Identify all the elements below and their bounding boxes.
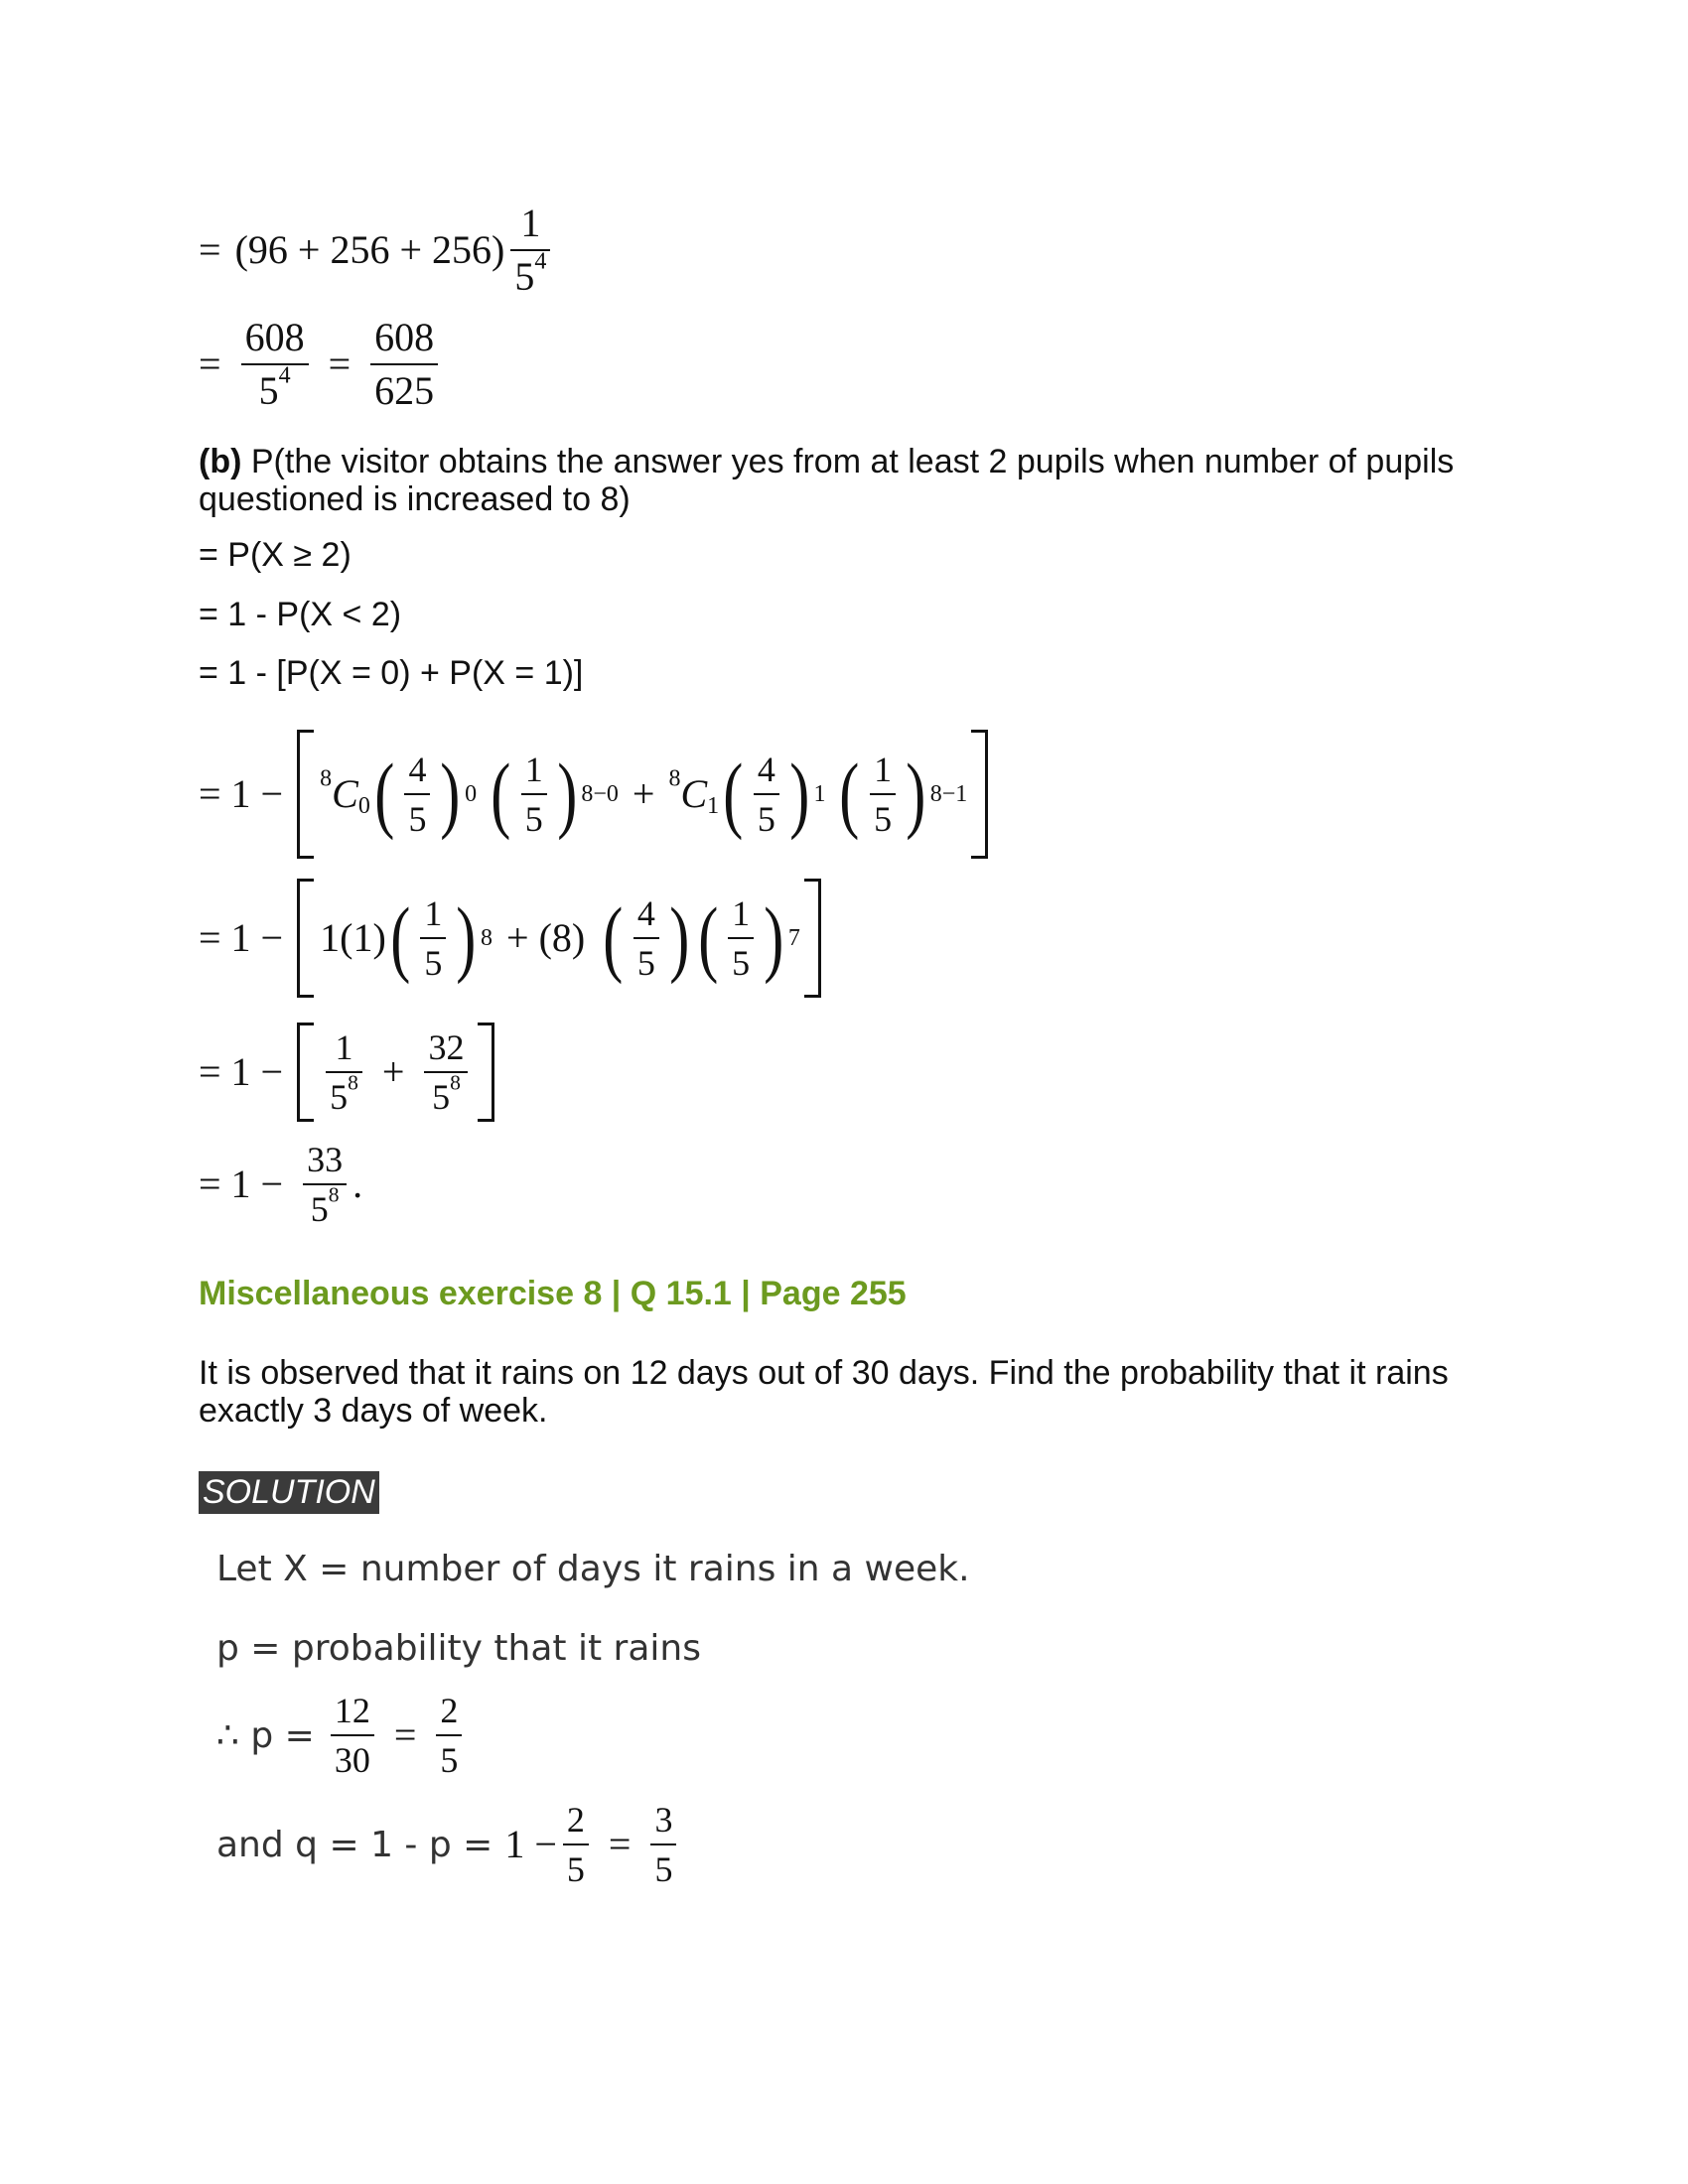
right-paren: ) (764, 889, 784, 986)
combination-8c1: $^8C_1$ (668, 765, 720, 819)
right-paren: ) (440, 746, 461, 842)
row-lead: = 1 − (199, 771, 284, 816)
fraction-1-over-5: $\frac{1}{5}$ (420, 895, 446, 981)
solution-line-4 (216, 1802, 682, 1887)
solution-line-3 (216, 1693, 468, 1778)
step-line-3: = 1 - [P(X = 0) + P(X = 1)] (199, 654, 584, 692)
solution-line-2: p = probability that it rains (216, 1628, 701, 1669)
equals-sign: = (328, 341, 352, 386)
solution-badge: SOLUTION (199, 1471, 379, 1514)
left-paren: ( (374, 746, 395, 842)
left-paren: ( (390, 889, 411, 986)
fraction-4-over-5: $\frac{4}{5}$ (754, 751, 779, 837)
fraction-32-over-5-8: $\frac{32}{5^8}$ (424, 1029, 468, 1115)
step-line-2: = 1 - P(X < 2) (199, 596, 402, 633)
fraction-bar (241, 363, 309, 365)
left-bracket (297, 730, 314, 859)
step-line-1: = P(X ≥ 2) (199, 536, 352, 574)
fraction-608-over-625 (370, 315, 438, 413)
binomial-row-1: = 1 − $^8C_0$ ( $\frac{4}{5}$ ) 0 ( $\frac{1}{5}$ ) 8−0 + $^8C_1$ ( $\frac{4}{5}$ ) 1 ( $\frac{1}{5}$ ) 8−1 (199, 730, 988, 859)
equation-line-2 (199, 315, 444, 413)
fraction-bar (370, 363, 438, 365)
binomial-row-2: = 1 − 1(1) ( $\frac{1}{5}$ ) 8 + (8) ( $\frac{4}{5}$ ) ( $\frac{1}{5}$ ) 7 (199, 879, 821, 998)
fraction-4-over-5: $\frac{4}{5}$ (404, 751, 430, 837)
exercise-heading: Miscellaneous exercise 8 | Q 15.1 | Page 255 (199, 1275, 907, 1312)
equals-sign: = (199, 227, 221, 272)
right-paren: ) (789, 746, 810, 842)
left-bracket (297, 1023, 314, 1122)
solution-line-1: Let X = number of days it rains in a week. (216, 1549, 970, 1589)
p-definition: ∴ p = (216, 1714, 315, 1756)
equation-line-1 (199, 201, 556, 299)
right-bracket (804, 879, 821, 998)
fraction-1-over-5: $\frac{1}{5}$ (521, 751, 547, 837)
part-b-text: P(the visitor obtains the answer yes from at least 2 pupils when number of pupils questioned is increased to 8) (199, 443, 1455, 518)
row-lead: = 1 − (199, 915, 284, 960)
left-paren: ( (603, 889, 624, 986)
left-paren: ( (839, 746, 860, 842)
one-minus: 1 − (504, 1822, 557, 1866)
sum-row-3 (199, 1023, 494, 1122)
left-paren: ( (697, 889, 718, 986)
fraction-denominator: 625 (374, 368, 435, 413)
fraction-1-over-5-8: $\frac{1}{5^8}$ (326, 1029, 362, 1115)
fraction-4-over-5: $\frac{4}{5}$ (633, 895, 659, 981)
fraction-1-over-5: $\frac{1}{5}$ (728, 895, 754, 981)
fraction-3-over-5: $\frac{3}{5}$ (650, 1802, 676, 1887)
period: . (352, 1161, 363, 1206)
part-b-label: (b) (199, 443, 242, 480)
q-definition: and q = 1 - p = (216, 1824, 493, 1865)
row-lead: = 1 − (199, 1161, 284, 1206)
plus-sign: + (381, 1049, 405, 1094)
right-paren: ) (557, 746, 578, 842)
question-text: It is observed that it rains on 12 days out of 30 days. Find the probability that it rains exactly 3 days of week. (199, 1354, 1449, 1430)
right-paren: ) (456, 889, 477, 986)
fraction-numerator: 608 (374, 315, 435, 359)
plus-sign: + (632, 771, 655, 816)
part-b-paragraph (199, 443, 1489, 518)
left-paren: ( (491, 746, 511, 842)
coefficient: 1(1) (320, 915, 386, 960)
fraction-numerator: 1 (520, 201, 541, 245)
row-lead: = 1 − (199, 1049, 284, 1094)
sum-expression: (96 + 256 + 256) (234, 227, 505, 272)
equals-sign: = (608, 1822, 632, 1866)
equals-sign: = (199, 341, 221, 386)
right-paren: ) (669, 889, 690, 986)
plus-coefficient: + (8) (506, 915, 586, 960)
fraction-1-over-5-4 (510, 201, 550, 299)
fraction-608-over-5-4 (241, 315, 309, 413)
fraction-denominator: $5^4$ (258, 362, 291, 413)
fraction-33-over-5-8: $\frac{33}{5^8}$ (303, 1142, 347, 1227)
fraction-denominator: $5^4$ (514, 248, 547, 299)
fraction-2-over-5: $\frac{2}{5}$ (436, 1693, 462, 1778)
fraction-1-over-5: $\frac{1}{5}$ (870, 751, 896, 837)
right-bracket (478, 1023, 494, 1122)
result-row-4 (199, 1142, 362, 1227)
fraction-numerator: 608 (244, 315, 305, 359)
fraction-12-over-30: $\frac{12}{30}$ (331, 1693, 374, 1778)
right-paren: ) (906, 746, 926, 842)
fraction-2-over-5: $\frac{2}{5}$ (563, 1802, 589, 1887)
equals-sign: = (393, 1712, 417, 1757)
left-bracket (297, 879, 314, 998)
left-paren: ( (723, 746, 744, 842)
combination-8c0: $^8C_0$ (320, 765, 370, 819)
right-bracket (971, 730, 988, 859)
